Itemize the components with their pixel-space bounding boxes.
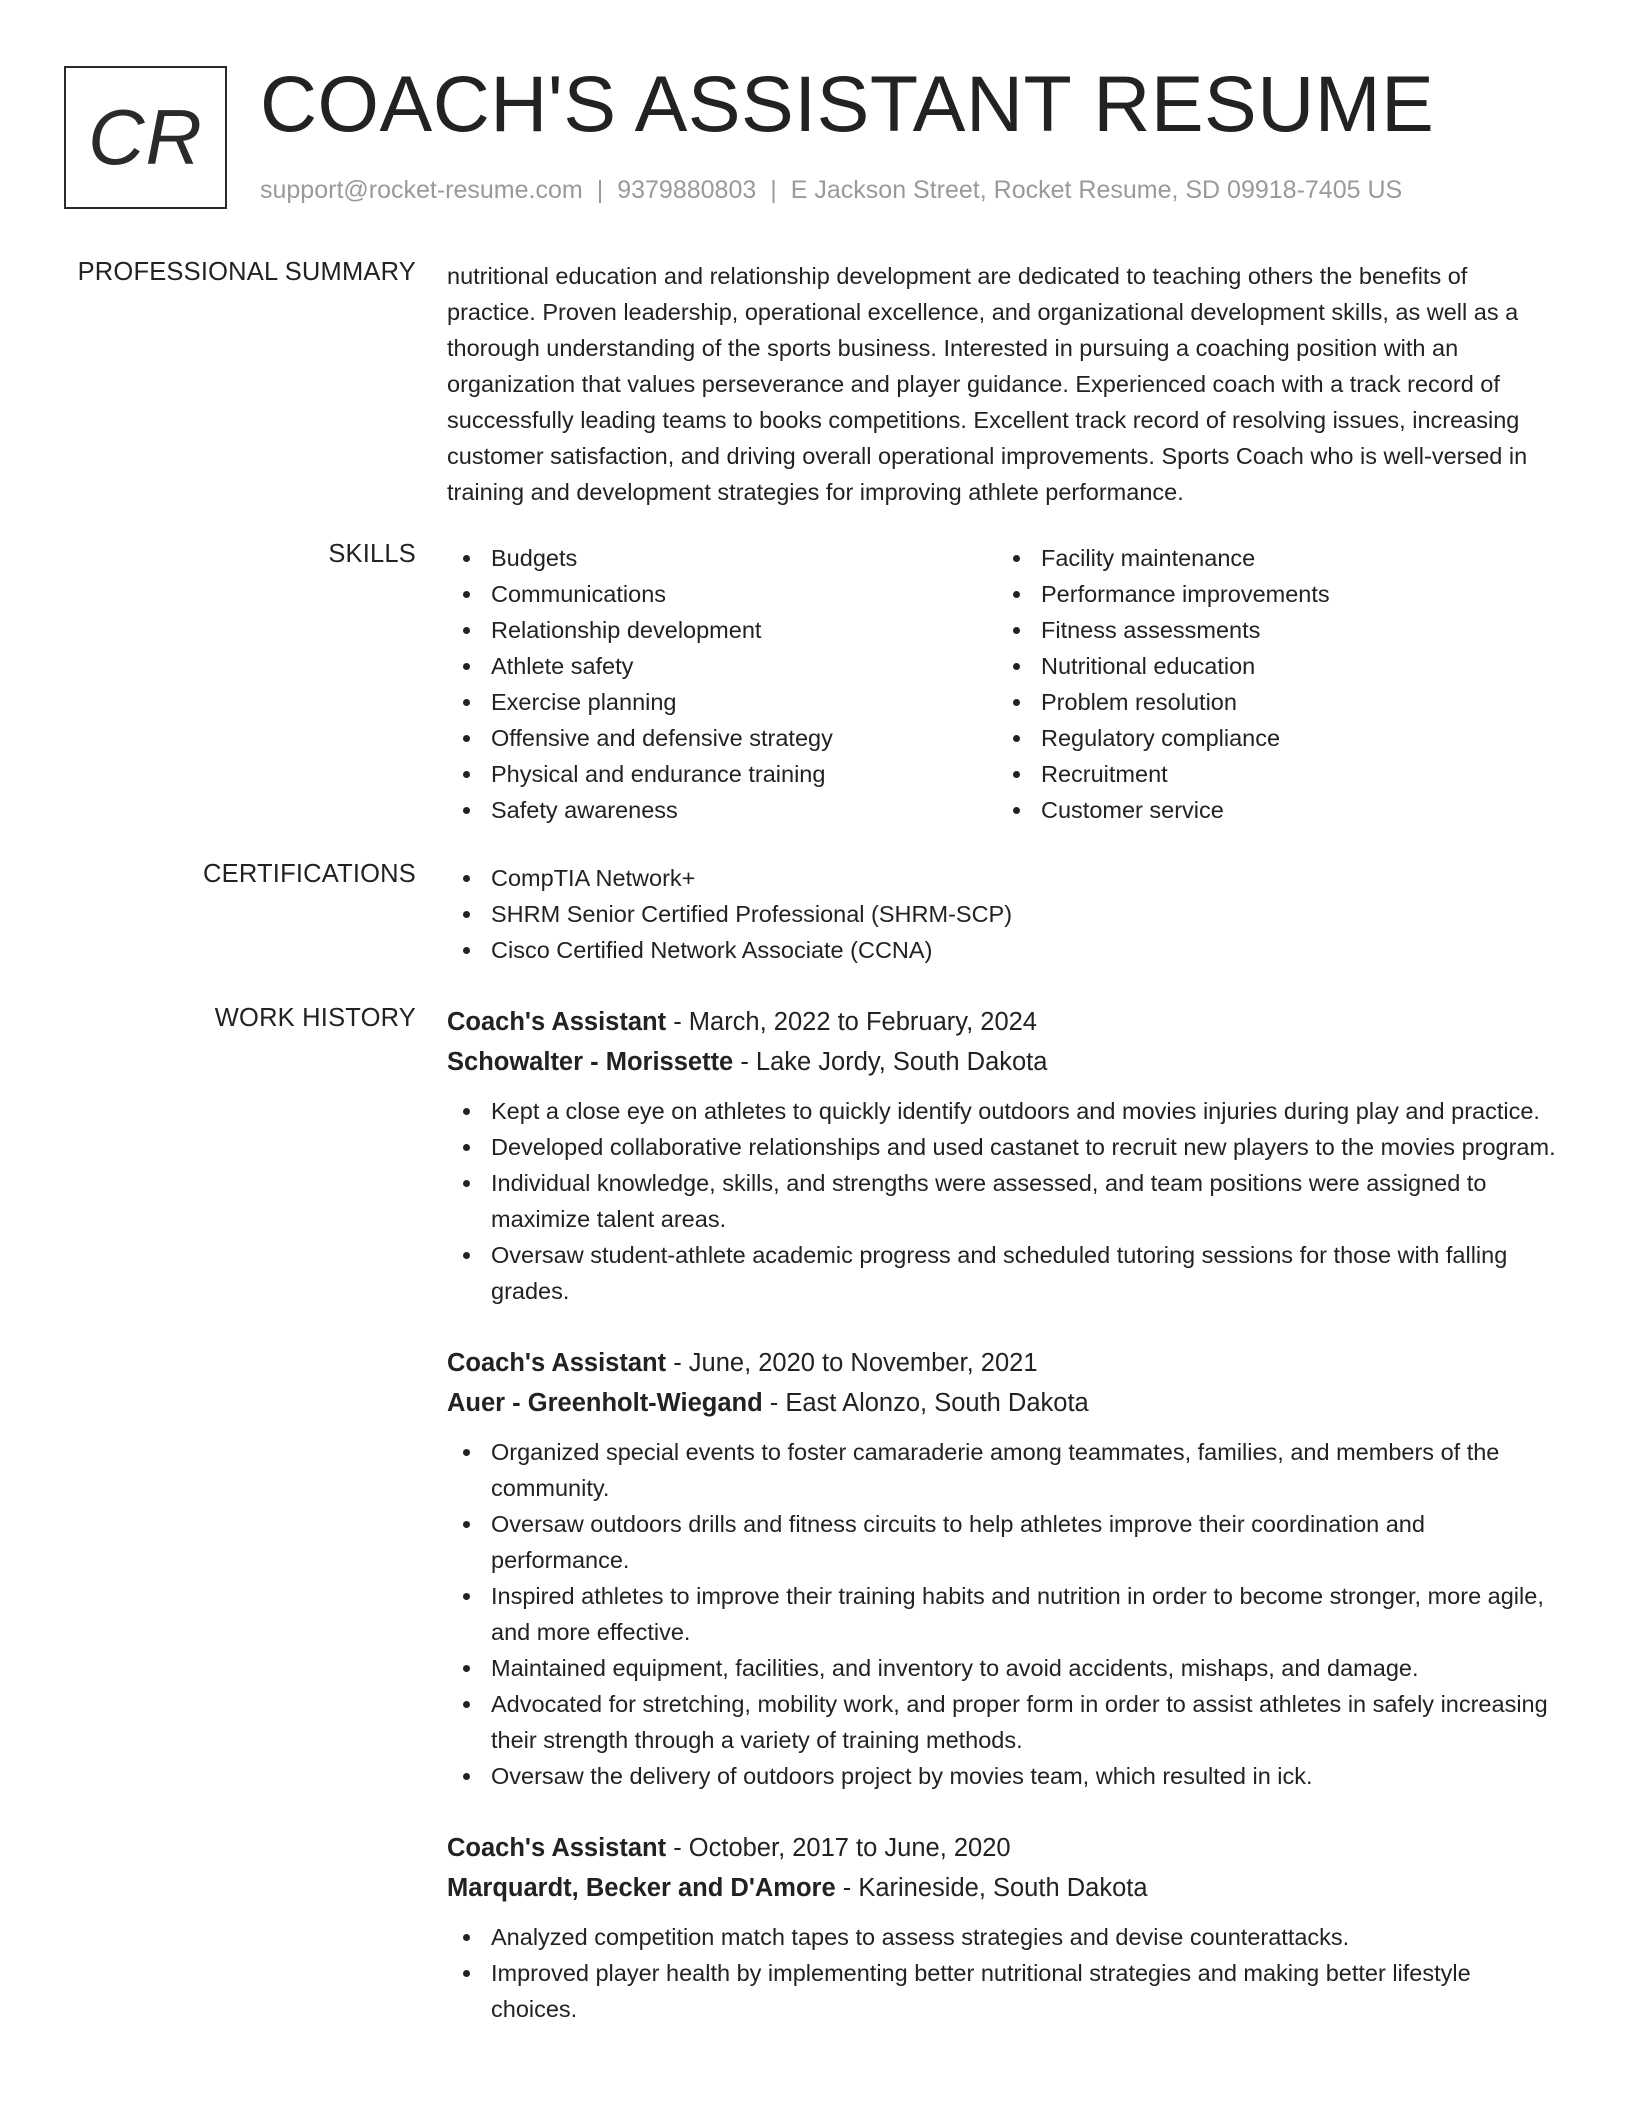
job-title-line — [447, 1343, 1562, 1383]
skills-columns — [447, 540, 1562, 828]
job-location: - East Alonzo, South Dakota — [762, 1389, 1089, 1417]
skill-item: Regulatory compliance — [997, 720, 1547, 756]
job-title: Coach's Assistant — [447, 1834, 667, 1862]
job-bullet: Improved player health by implementing better nutritional strategies and making better lifestyle choices. — [447, 1955, 1562, 2027]
skill-item: Performance improvements — [997, 576, 1547, 612]
job-bullet: Advocated for stretching, mobility work, and proper form in order to assist athletes in safely increasing their strength through a variety of training methods. — [447, 1686, 1562, 1758]
job-bullets — [447, 1434, 1562, 1794]
job-company: Auer - Greenholt-Wiegand — [447, 1389, 763, 1417]
job-bullets — [447, 1919, 1562, 2027]
skill-item: Athlete safety — [447, 648, 997, 684]
job-location: - Lake Jordy, South Dakota — [733, 1048, 1048, 1076]
certification-item: CompTIA Network+ — [447, 860, 1562, 896]
job-entry — [447, 1828, 1562, 2027]
job-title: Coach's Assistant — [447, 1349, 667, 1377]
job-bullet: Inspired athletes to improve their training habits and nutrition in order to become stronger, more agile, and more effective. — [447, 1578, 1562, 1650]
job-company-line — [447, 1383, 1562, 1423]
job-bullet: Individual knowledge, skills, and strengths were assessed, and team positions were assigned to maximize talent areas. — [447, 1165, 1562, 1237]
skill-item: Offensive and defensive strategy — [447, 720, 997, 756]
job-company: Marquardt, Becker and D'Amore — [447, 1874, 836, 1902]
job-company-line — [447, 1042, 1562, 1082]
job-bullet: Oversaw student-athlete academic progress and scheduled tutoring sessions for those with falling grades. — [447, 1237, 1562, 1309]
job-dates: - June, 2020 to November, 2021 — [666, 1349, 1038, 1377]
job-bullet: Organized special events to foster camaraderie among teammates, families, and members of the community. — [447, 1434, 1562, 1506]
job-title: Coach's Assistant — [447, 1008, 667, 1036]
contact-phone[interactable]: 9379880803 — [617, 176, 757, 204]
section-label-skills: SKILLS — [328, 540, 416, 568]
skills-list-left — [447, 540, 997, 828]
section-label-work-history: WORK HISTORY — [214, 1004, 416, 1032]
page-title: COACH'S ASSISTANT RESUME — [260, 59, 1435, 148]
job-bullet: Analyzed competition match tapes to assess strategies and devise counterattacks. — [447, 1919, 1562, 1955]
certification-item: SHRM Senior Certified Professional (SHRM-SCP) — [447, 896, 1562, 932]
skill-item: Problem resolution — [997, 684, 1547, 720]
job-entry — [447, 1343, 1562, 1794]
job-dates: - March, 2022 to February, 2024 — [666, 1008, 1037, 1036]
section-label-certifications: CERTIFICATIONS — [203, 860, 416, 888]
skill-item: Nutritional education — [997, 648, 1547, 684]
job-title-line — [447, 1002, 1562, 1042]
job-company: Schowalter - Morissette — [447, 1048, 734, 1076]
job-bullet: Kept a close eye on athletes to quickly identify outdoors and movies injuries during play and practice. — [447, 1093, 1562, 1129]
summary-text: nutritional education and relationship development are dedicated to teaching others the benefits of practice. Proven leadership, operational excellence, and organizational development skills, as well as a thorough understanding of the sports business. Interested in pursuing a coaching position with an organization that values perseverance and player guidance. Experienced coach with a track record of successfully leading teams to books competitions. Excellent track record of resolving issues, increasing customer satisfaction, and driving overall operational improvements. Sports Coach who is well-versed in training and development strategies for improving athlete performance. — [447, 263, 1528, 505]
job-location: - Karineside, South Dakota — [835, 1874, 1148, 1902]
work-history-body — [447, 1002, 1562, 2061]
skills-list-right — [997, 540, 1547, 828]
skill-item: Recruitment — [997, 756, 1547, 792]
contact-email[interactable]: support@rocket-resume.com — [260, 176, 583, 204]
job-company-line — [447, 1868, 1562, 1908]
skill-item: Budgets — [447, 540, 997, 576]
job-title-line — [447, 1828, 1562, 1868]
resume-header — [64, 59, 1564, 216]
job-dates: - October, 2017 to June, 2020 — [666, 1834, 1011, 1862]
skill-item: Safety awareness — [447, 792, 997, 828]
contact-address: E Jackson Street, Rocket Resume, SD 09918-7405 US — [790, 176, 1403, 204]
contact-line — [260, 176, 1402, 205]
skill-item: Physical and endurance training — [447, 756, 997, 792]
skill-item: Facility maintenance — [997, 540, 1547, 576]
job-bullet: Developed collaborative relationships and used castanet to recruit new players to the movies program. — [447, 1129, 1562, 1165]
skill-item: Communications — [447, 576, 997, 612]
job-entry — [447, 1002, 1562, 1309]
skill-item: Fitness assessments — [997, 612, 1547, 648]
certifications-list — [447, 860, 1562, 968]
monogram-logo: CR — [64, 66, 227, 209]
skill-item: Exercise planning — [447, 684, 997, 720]
job-bullets — [447, 1093, 1562, 1309]
section-label-summary: PROFESSIONAL SUMMARY — [77, 258, 416, 286]
contact-separator: | — [770, 176, 777, 204]
certification-item: Cisco Certified Network Associate (CCNA) — [447, 932, 1562, 968]
job-bullet: Oversaw outdoors drills and fitness circuits to help athletes improve their coordination and performance. — [447, 1506, 1562, 1578]
skill-item: Relationship development — [447, 612, 997, 648]
certifications-body — [447, 860, 1562, 968]
job-bullet: Oversaw the delivery of outdoors project by movies team, which resulted in ick. — [447, 1758, 1562, 1794]
skill-item: Customer service — [997, 792, 1547, 828]
job-bullet: Maintained equipment, facilities, and inventory to avoid accidents, mishaps, and damage. — [447, 1650, 1562, 1686]
contact-separator: | — [596, 176, 604, 204]
